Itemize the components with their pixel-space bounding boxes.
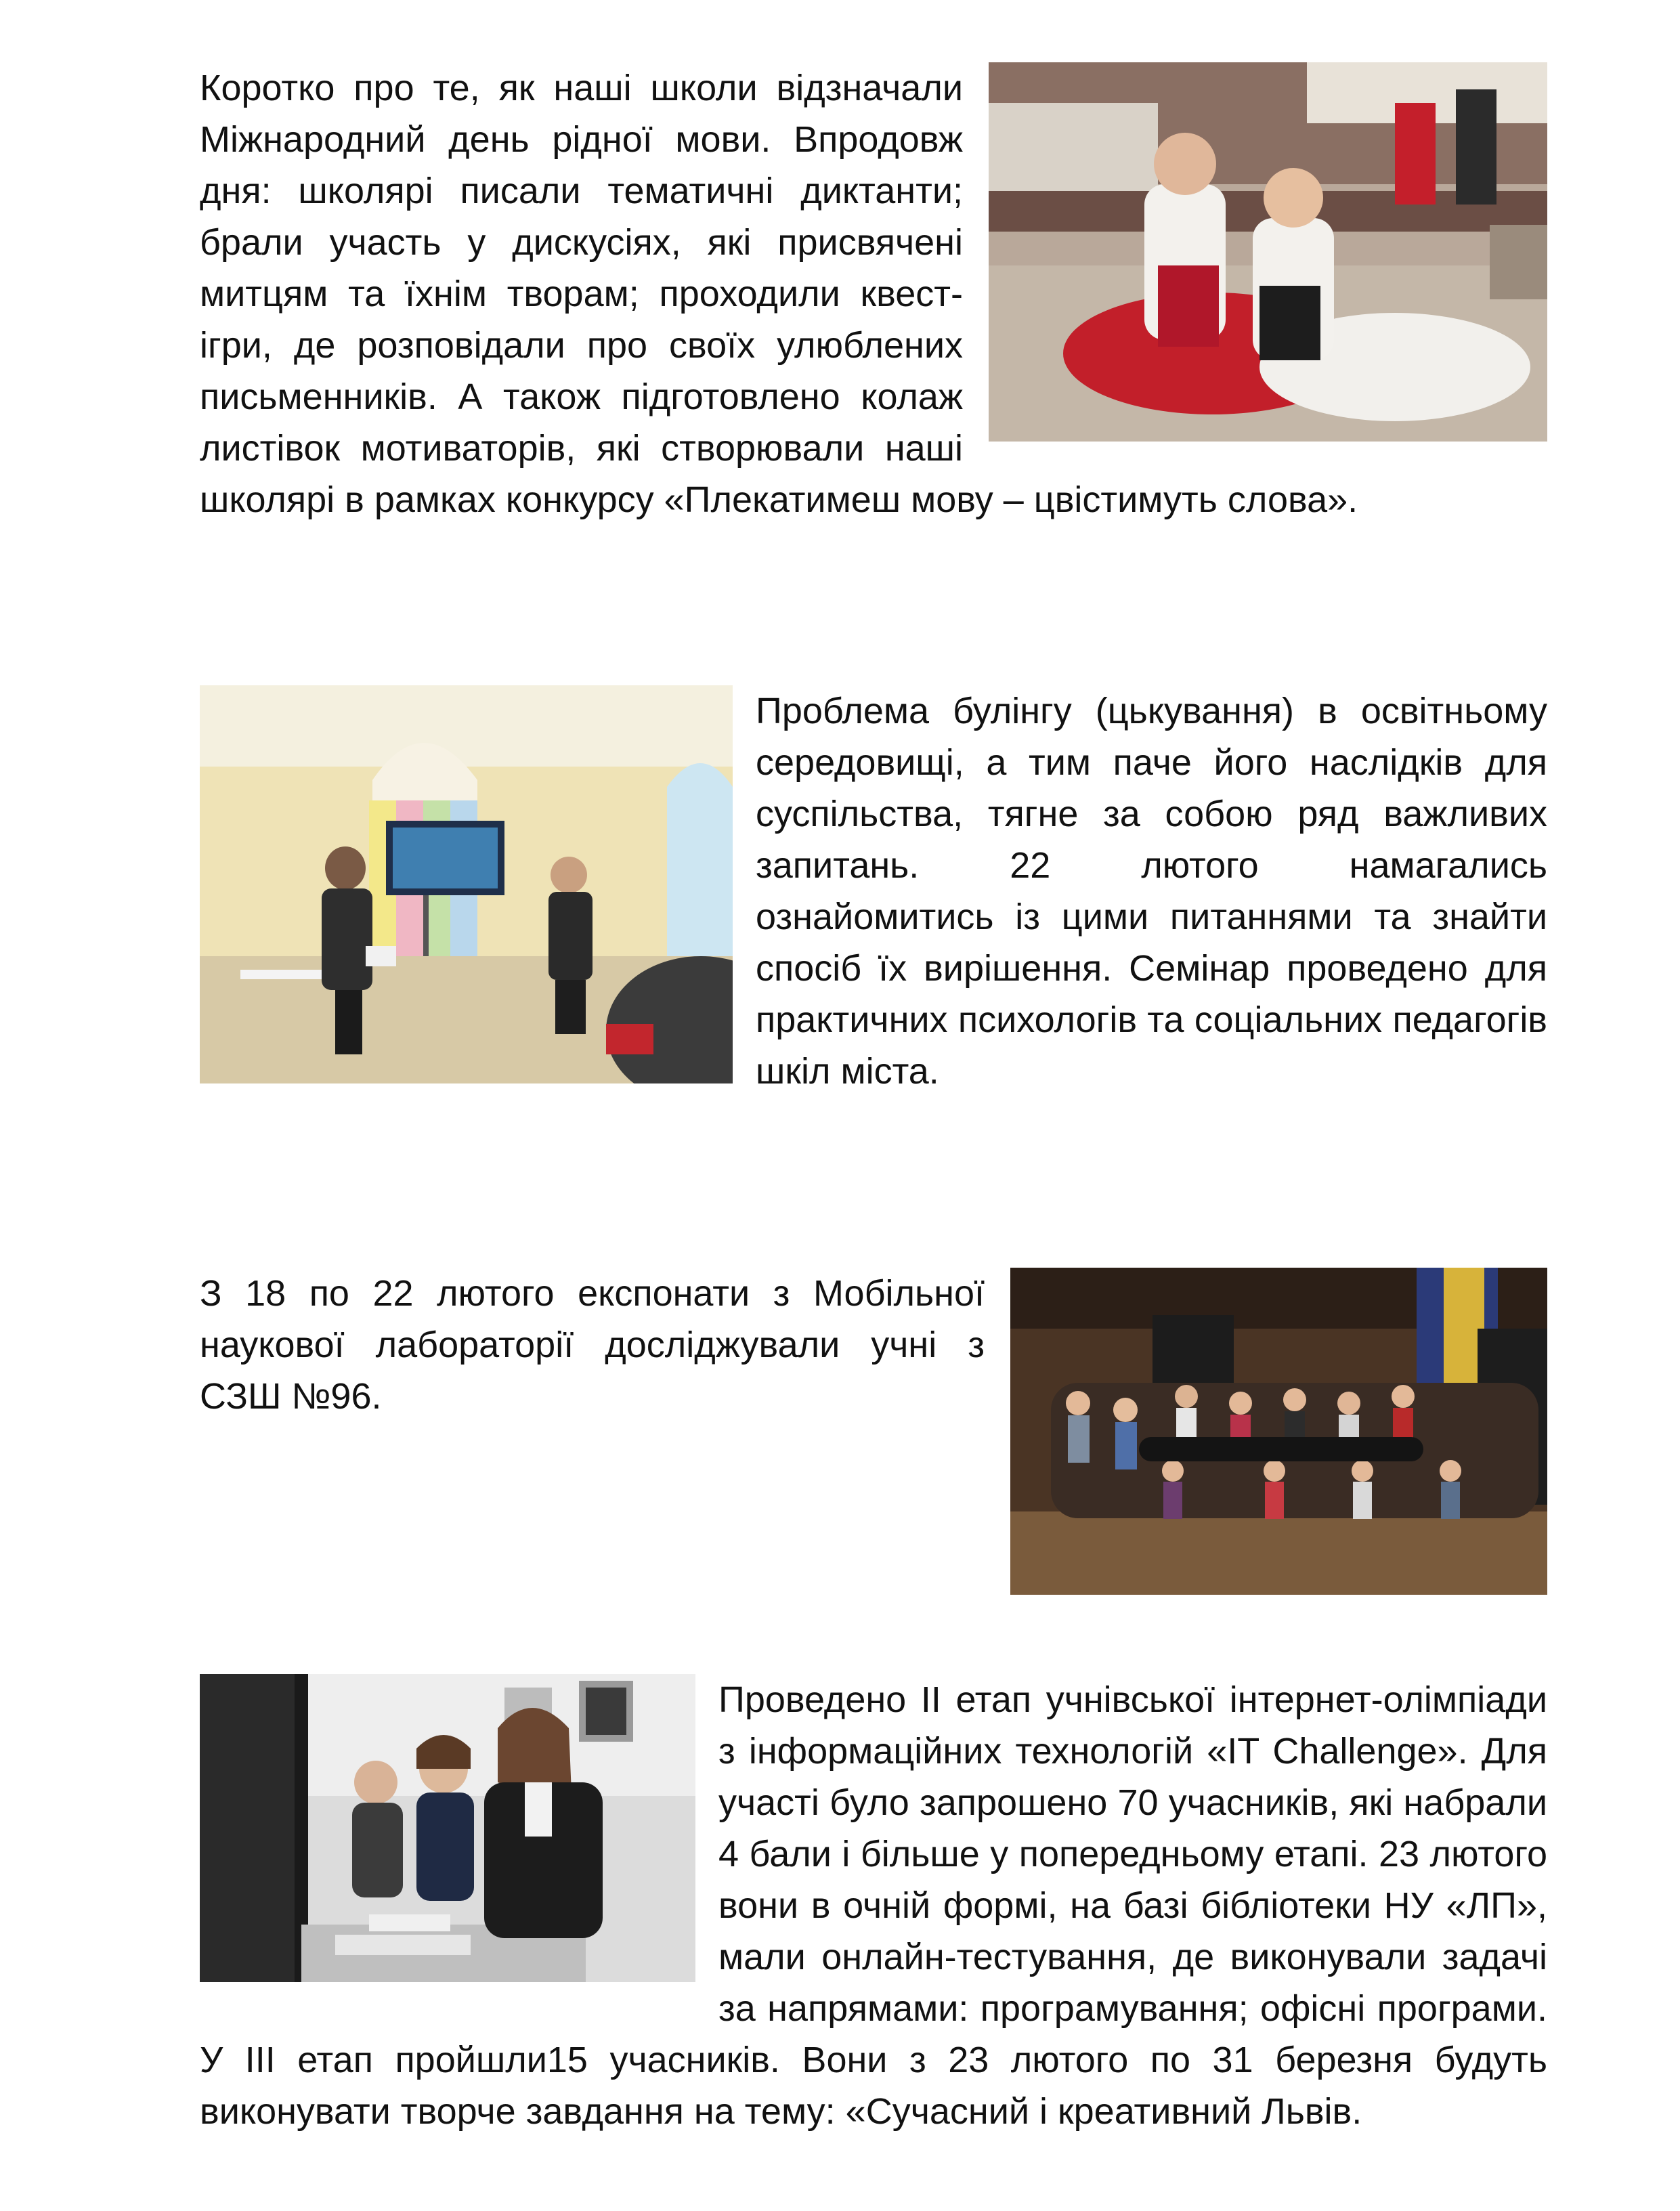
article-text: З 18 по 22 лютого експонати з Мобільної наукової лабораторії досліджували учні з СЗШ №96. bbox=[200, 1273, 985, 1417]
article-mother-language-day bbox=[200, 62, 1547, 525]
article-bullying-seminar bbox=[200, 685, 1547, 1097]
article-text: Коротко про те, як наші школи відзначали Міжнародний день рідної мови. Впродовж дня: школярі писали тематичні диктанти; брали участь у дискусіях, які присвячені митцям та їхнім творам; проходили квест-ігри, де розповідали про своїх улюблених письменників. А також підготовлено колаж листівок мотиваторів, які створювали наші школярі в рамках конкурсу «Плекатимеш мову – цвістимуть слова». bbox=[200, 68, 1358, 520]
photo-girls-in-embroidered-costumes bbox=[989, 62, 1547, 442]
article-text: Проблема булінгу (цькування) в освітньому середовищі, а тим паче його наслідків для суспільства, тягне за собою ряд важливих запитань. 22 лютого намагались ознайомитись із цими питаннями та знайти спосіб їх вирішення. Семінар проведено для практичних психологів та соціальних педагогів шкіл міста. bbox=[756, 691, 1547, 1092]
article-it-challenge bbox=[200, 1674, 1547, 2137]
article-mobile-science-lab bbox=[200, 1268, 1547, 1599]
photo-seminar-presentation bbox=[200, 685, 733, 1083]
photo-students-group-lab bbox=[1010, 1268, 1547, 1595]
article-text: Проведено II етап учнівської інтернет-олімпіади з інформаційних технологій «IT Challenge». Для участі було запрошено 70 учасників, які набрали 4 бали і більше у попередньому етапі. 23 лютого вони в очній формі, на базі бібліотеки НУ «ЛП», мали онлайн-тестування, де виконували задачі за напрямами: програмування; офісні програми. У III етап пройшли15 учасників. Вони з 23 лютого по 31 березня будуть виконувати творче завдання на тему: «Сучасний і креативний Львів. bbox=[200, 1679, 1547, 2132]
photo-students-at-computers bbox=[200, 1674, 695, 1982]
